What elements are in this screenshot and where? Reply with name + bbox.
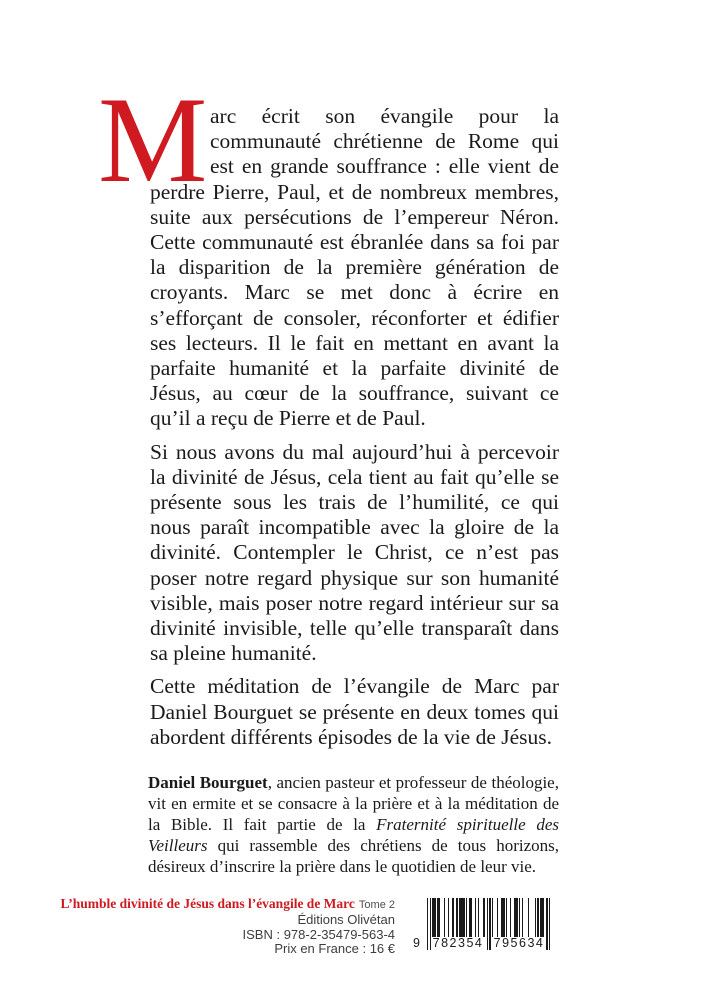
author-bio <box>148 772 559 877</box>
dropcap-letter: M <box>98 71 208 208</box>
barcode-digit-lead: 9 <box>413 936 420 950</box>
synopsis <box>98 71 559 750</box>
author-bio-paragraph <box>148 772 559 877</box>
publisher: Éditions Olivétan <box>297 912 395 927</box>
barcode <box>413 898 553 956</box>
dropcap <box>98 71 210 208</box>
tome-label: Tome 2 <box>358 899 395 911</box>
synopsis-paragraph-2: Si nous avons du mal aujourd’hui à percevoir la divinité de Jésus, cela tient au fait qu’elle se présente sous les trais de l’humilité, ce qui nous paraît incompatible avec la gloire de la divinité. Contempler le Christ, ce n’est pas poser notre regard physique sur son humanité visible, mais poser notre regard intérieur sur sa divinité invisible, telle qu’elle transparaît dans sa pleine humanité. <box>150 439 559 666</box>
fellowship-name: Fraternité spirituelle des Veilleurs <box>148 815 559 855</box>
author-name: Daniel Bourguet <box>148 773 268 792</box>
book-title: L’humble divinité de Jésus dans l’évangile de Marc <box>60 896 355 911</box>
synopsis-paragraph-1 <box>98 71 559 432</box>
author-bio-text-2: qui rassemble des chrétiens de tous horizons, désireux d’inscrire la prière dans le quotidien de leur vie. <box>148 836 559 876</box>
barcode-digits-right: 795634 <box>493 936 545 950</box>
title-line <box>60 896 395 913</box>
isbn: ISBN : 978-2-35479-563-4 <box>242 926 395 942</box>
synopsis-paragraph-1-text: arc écrit son évangile pour la communauté chrétienne de Rome qui est en grande souffrance : elle vient de perdre Pierre, Paul, et de nombreux membres, suite aux persécutions de l’empereur Néron. Cette communauté est ébranlée dans sa foi par la disparition de la première génération de croyants. Marc se met donc à écrire en s’efforçant de consoler, réconforter et édifier ses lecteurs. Il le fait en mettant en avant la parfaite humanité et la parfaite divinité de Jésus, au cœur de la souffrance, suivant ce qu’il a reçu de Pierre et de Paul. <box>150 104 559 431</box>
barcode-digits-left: 782354 <box>432 936 484 950</box>
author-bio-text-1: , ancien pasteur et professeur de théologie, vit en ermite et se consacre à la prière et à la méditation de la Bible. Il fait partie de la <box>148 773 559 834</box>
price: Prix en France : 16 € <box>274 941 395 956</box>
synopsis-paragraph-3: Cette méditation de l’évangile de Marc par Daniel Bourguet se présente en deux tomes qui abordent différents épisodes de la vie de Jésus. <box>150 674 559 749</box>
imprint-block <box>60 896 395 957</box>
